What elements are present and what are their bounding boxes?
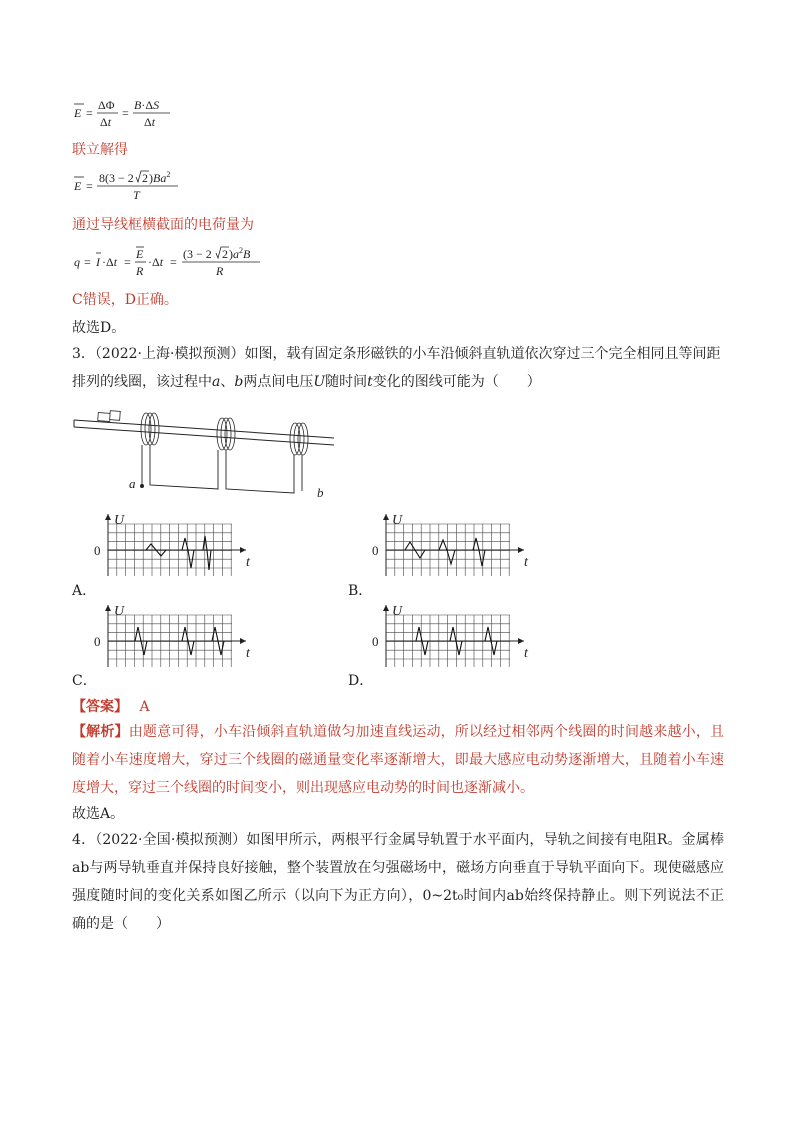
svg-text:B·ΔS: B·ΔS [134, 98, 160, 112]
analysis-text: 由题意可得，小车沿倾斜直轨道做匀加速直线运动，所以经过相邻两个线圈的时间越来越小，且随着小车速度增大，穿过三个线圈的磁通量变化率逐渐增大，即最大感应电动势逐渐增大，且随着小车速度增大，穿过三个线圈的时间变小，则出现感应电动势的时间也逐渐减小。 [72, 724, 725, 796]
figure-label-a: a [129, 476, 136, 491]
q3-var-u: U [313, 374, 326, 390]
t-axis-arrow-icon [518, 547, 524, 553]
axis-label-u: U [114, 513, 125, 528]
voltage-pulse-2 [439, 540, 455, 564]
analysis-label: 【解析】 [72, 724, 129, 740]
q3-var-a: a [212, 374, 221, 390]
axis-label-t: t [524, 646, 528, 661]
svg-text:2: 2 [142, 171, 148, 185]
voltage-pulse-3 [203, 536, 211, 570]
axis-label-t: t [246, 646, 250, 661]
graph-option-c [92, 603, 252, 673]
svg-text:E: E [74, 106, 82, 120]
svg-text:·Δt: ·Δt [102, 255, 118, 269]
t-axis-arrow-icon [240, 547, 246, 553]
option-c-label[interactable]: C． [72, 673, 97, 689]
voltage-pulse-3 [473, 538, 485, 566]
answer [72, 697, 150, 717]
answer-label: 【答案】 [72, 699, 121, 715]
q3-source: （2022·上海·模拟预测） [94, 346, 245, 362]
q4-text: 如图甲所示，两根平行金属导轨置于水平面内，导轨之间接有电阻R。金属棒ab与两导轨垂直并保持良好接触，整个装置放在匀强磁场中，磁场方向垂直于导轨平面向下。现使磁感应强度随时间的变化关系如图乙所示（以向下为正方向），0~2t₀时间内ab始终保持静止。则下列说法不正确的是（ ） [72, 832, 724, 932]
option-d-label[interactable]: D． [348, 673, 374, 689]
voltage-pulse-2 [182, 538, 194, 568]
q3-var-b: b [234, 374, 244, 390]
option-a-label[interactable]: A． [72, 583, 97, 599]
svg-text:)Ba2: )Ba$^2$ [149, 170, 171, 185]
axis-label-zero: 0 [94, 543, 101, 558]
formula-emf-result [72, 168, 212, 206]
svg-text:Δt: Δt [144, 115, 156, 129]
axis-label-t: t [524, 555, 528, 570]
figure-label-b: b [317, 485, 324, 500]
u-axis-arrow-icon [105, 514, 111, 520]
formula-emf-average [72, 95, 192, 133]
svg-text:(3 − 2: (3 − 2 [183, 247, 212, 261]
question-3 [72, 340, 724, 396]
q3-sep: 、 [220, 374, 235, 390]
svg-text:=: = [84, 255, 91, 269]
axis-label-zero: 0 [372, 634, 379, 649]
svg-text:E: E [136, 247, 144, 261]
svg-text:ΔΦ: ΔΦ [98, 98, 115, 112]
text-choose-d: 故选D。 [72, 320, 126, 336]
svg-text:8(3 − 2: 8(3 − 2 [99, 171, 134, 185]
q3-text-time: 随时间 [325, 374, 368, 390]
q3-var-t: t [367, 374, 373, 390]
text-lianli: 联立解得 [72, 142, 128, 158]
axis-label-zero: 0 [372, 543, 379, 558]
u-axis-arrow-icon [383, 514, 389, 520]
t-axis-arrow-icon [240, 638, 246, 644]
svg-text:=: = [86, 106, 93, 120]
svg-text:I: I [96, 255, 100, 269]
svg-text:=: = [86, 179, 93, 193]
svg-text:=: = [124, 255, 131, 269]
formula-charge [72, 243, 292, 283]
svg-text:R: R [216, 264, 224, 278]
graph-option-a [92, 512, 252, 582]
q3-text-1: 如图，载有固定条形磁铁的小车沿倾斜直轨道依次穿过三个完全相同且等间距 [244, 346, 721, 362]
q3-text-end: 变化的图线可能为（ ） [372, 374, 541, 390]
axis-label-zero: 0 [94, 634, 101, 649]
graph-option-d [370, 603, 530, 673]
svg-text:E: E [74, 179, 82, 193]
q3-text-2: 排列的线圈，该过程中 [72, 374, 212, 390]
q4-number: 4． [72, 832, 96, 848]
axis-label-t: t [246, 555, 250, 570]
svg-text:2: 2 [222, 247, 228, 261]
text-cd: C错误，D正确。 [72, 292, 178, 308]
analysis [72, 718, 724, 802]
figure-track-coils [72, 405, 342, 505]
u-axis-arrow-icon [383, 605, 389, 611]
svg-text:Δt: Δt [100, 115, 112, 129]
svg-text:q: q [74, 255, 80, 269]
u-axis-arrow-icon [105, 605, 111, 611]
svg-text:R: R [136, 264, 144, 278]
q3-number: 3． [72, 346, 95, 362]
q3-text-voltage: 两点间电压 [243, 374, 314, 390]
svg-text:)a2B: )$a^2B$ [229, 246, 251, 261]
axis-label-u: U [392, 604, 403, 619]
svg-text:=: = [122, 106, 129, 120]
graph-option-b [370, 512, 530, 582]
svg-text:T: T [133, 188, 140, 202]
text-charge: 通过导线框横截面的电荷量为 [72, 217, 254, 233]
answer-value: A [139, 699, 150, 715]
svg-text:·Δt: ·Δt [148, 255, 164, 269]
svg-text:=: = [170, 255, 177, 269]
text-choose-a: 故选A。 [72, 806, 125, 822]
t-axis-arrow-icon [518, 638, 524, 644]
option-b-label[interactable]: B． [348, 583, 373, 599]
axis-label-u: U [114, 604, 125, 619]
axis-label-u: U [392, 513, 403, 528]
question-4 [72, 826, 724, 938]
q4-source: （2022·全国·模拟预测） [95, 832, 247, 848]
